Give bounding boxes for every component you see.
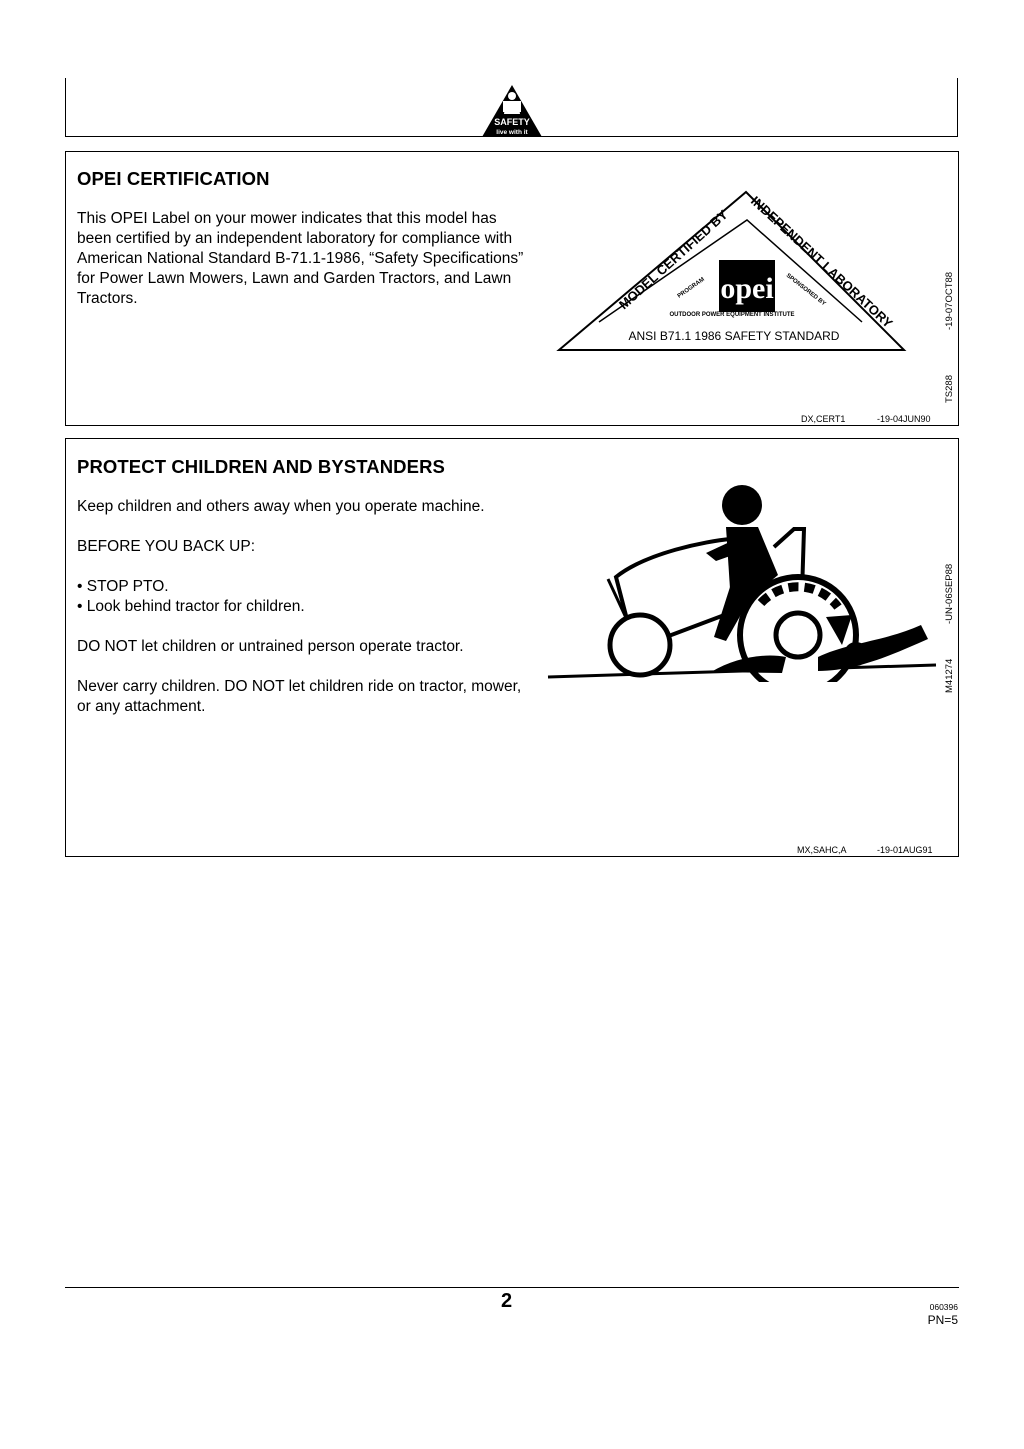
- reference-date: -19-01AUG91: [877, 845, 933, 855]
- page-number: 2: [501, 1290, 513, 1312]
- bullet-list: [77, 577, 527, 617]
- section-body: [77, 209, 527, 309]
- section-title: OPEI CERTIFICATION: [77, 168, 270, 189]
- opei-logo: opei: [720, 272, 774, 305]
- paragraph: DO NOT let children or untrained person operate tractor.: [77, 638, 464, 655]
- section-body: [77, 497, 527, 717]
- document-date-code: 060396: [929, 1302, 958, 1312]
- section-opei-certification: [65, 151, 959, 426]
- label-curve-right: INDEPENDENT LABORATORY: [747, 193, 896, 331]
- opei-certification-label-figure: [554, 190, 909, 354]
- reference-code: MX,SAHC,A: [797, 845, 847, 855]
- side-code-bottom: M41274: [944, 658, 955, 693]
- paragraph: Keep children and others away when you operate machine.: [77, 498, 485, 515]
- badge-line1: SAFETY: [494, 117, 530, 127]
- footer-rule: [65, 1287, 959, 1288]
- paragraph: Never carry children. DO NOT let children ride on tractor, mower, or any attachment.: [77, 678, 522, 715]
- list-item: • STOP PTO.: [77, 578, 169, 595]
- safety-alert-icon: [481, 84, 543, 138]
- section-title: PROTECT CHILDREN AND BYSTANDERS: [77, 456, 445, 477]
- side-code-bottom: TS288: [944, 375, 955, 403]
- svg-text:MODEL CERTIFIED BY: [616, 207, 731, 313]
- pn-code: PN=5: [927, 1313, 958, 1327]
- tractor-backing-over-child-figure: [546, 457, 946, 682]
- label-sponsored: SPONSORED BY: [784, 272, 827, 308]
- paragraph: This OPEI Label on your mower indicates that this model has been certified by an independent laboratory for compliance with American National Standard B-71.1-1986, “Safety Specifications” for Power Lawn Mowers, Lawn and Garden Tractors, and Lawn Tractors.: [77, 210, 524, 307]
- side-code-top: -UN-06SEP88: [944, 563, 955, 624]
- label-program: PROGRAM: [676, 276, 706, 300]
- list-item: • Look behind tractor for children.: [77, 598, 305, 615]
- side-code-top: -19-07OCT88: [944, 271, 955, 330]
- badge-line2: live with it: [496, 129, 528, 136]
- label-institute: OUTDOOR POWER EQUIPMENT INSTITUTE: [669, 312, 795, 318]
- paragraph: BEFORE YOU BACK UP:: [77, 538, 256, 555]
- label-curve-left: MODEL CERTIFIED BY: [615, 206, 731, 313]
- reference-date: -19-04JUN90: [877, 414, 931, 424]
- label-standard: ANSI B71.1 1986 SAFETY STANDARD: [628, 329, 840, 343]
- section-protect-children: [65, 438, 959, 857]
- reference-code: DX,CERT1: [801, 414, 846, 424]
